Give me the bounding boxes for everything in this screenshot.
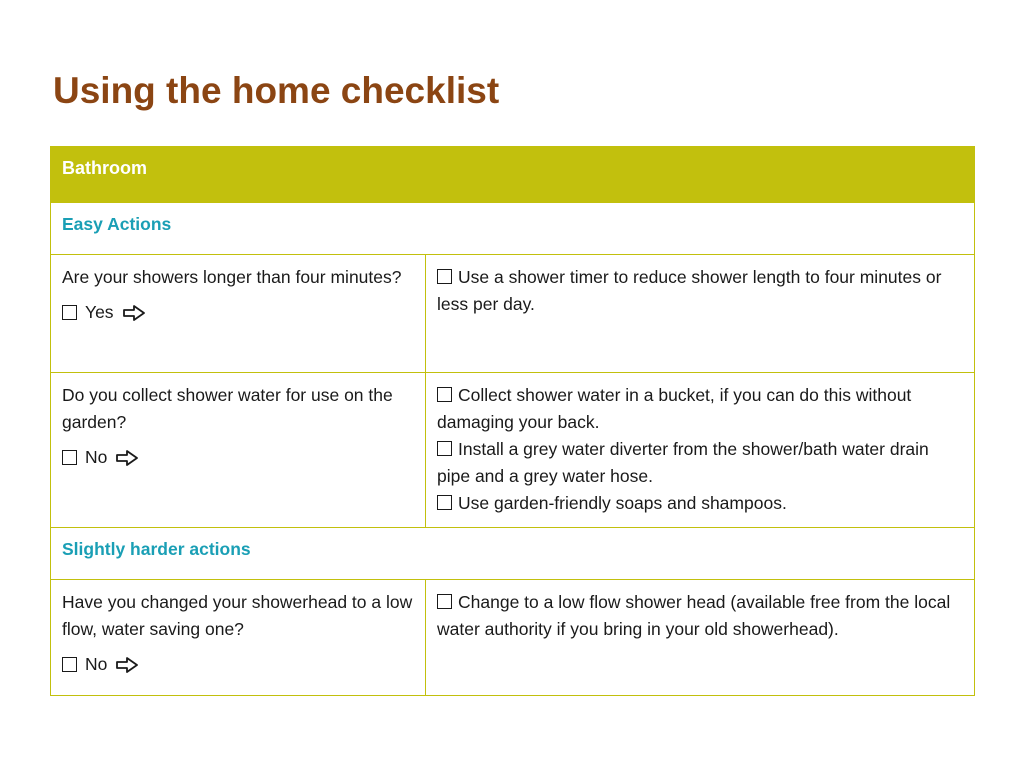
section-row [51, 528, 975, 580]
question-text: Have you changed your showerhead to a low flow, water saving one? [62, 592, 413, 639]
checkbox-icon[interactable] [437, 387, 452, 402]
action-item [437, 589, 964, 643]
section-row [51, 203, 975, 255]
checkbox-icon[interactable] [437, 495, 452, 510]
checkbox-icon[interactable] [62, 305, 77, 320]
table-row [51, 580, 975, 696]
checkbox-icon[interactable] [62, 450, 77, 465]
answer-label: No [85, 654, 108, 674]
action-text: Change to a low flow shower head (available free from the local water authority if you bring in your old showerhead). [437, 592, 951, 639]
question-text: Do you collect shower water for use on the garden? [62, 385, 393, 432]
checklist-table [50, 146, 975, 696]
action-item [437, 264, 964, 318]
answer-label: No [85, 447, 108, 467]
answer-option [62, 299, 415, 326]
action-text: Collect shower water in a bucket, if you can do this without damaging your back. [437, 385, 912, 432]
action-item [437, 436, 964, 490]
table-header-row [51, 147, 975, 203]
section-heading-slightly-harder-actions: Slightly harder actions [51, 528, 975, 580]
right-arrow-icon [115, 449, 139, 467]
page-title: Using the home checklist [53, 70, 500, 111]
right-arrow-icon [122, 304, 146, 322]
action-cell [426, 580, 975, 696]
answer-label: Yes [85, 302, 114, 322]
action-text: Use a shower timer to reduce shower length to four minutes or less per day. [437, 267, 942, 314]
question-cell [51, 580, 426, 696]
checkbox-icon[interactable] [437, 441, 452, 456]
checkbox-icon[interactable] [62, 657, 77, 672]
table-row [51, 373, 975, 528]
action-cell [426, 255, 975, 373]
table-header-bathroom: Bathroom [51, 147, 975, 203]
action-cell [426, 373, 975, 528]
checkbox-icon[interactable] [437, 269, 452, 284]
action-text: Use garden-friendly soaps and shampoos. [458, 493, 787, 513]
question-text: Are your showers longer than four minutes? [62, 267, 402, 287]
right-arrow-icon [115, 656, 139, 674]
checkbox-icon[interactable] [437, 594, 452, 609]
action-item [437, 490, 964, 517]
action-text: Install a grey water diverter from the shower/bath water drain pipe and a grey water hose. [437, 439, 929, 486]
answer-option [62, 651, 415, 678]
answer-option [62, 444, 415, 471]
action-item [437, 382, 964, 436]
table-row [51, 255, 975, 373]
question-cell [51, 255, 426, 373]
section-heading-easy-actions: Easy Actions [51, 203, 975, 255]
question-cell [51, 373, 426, 528]
